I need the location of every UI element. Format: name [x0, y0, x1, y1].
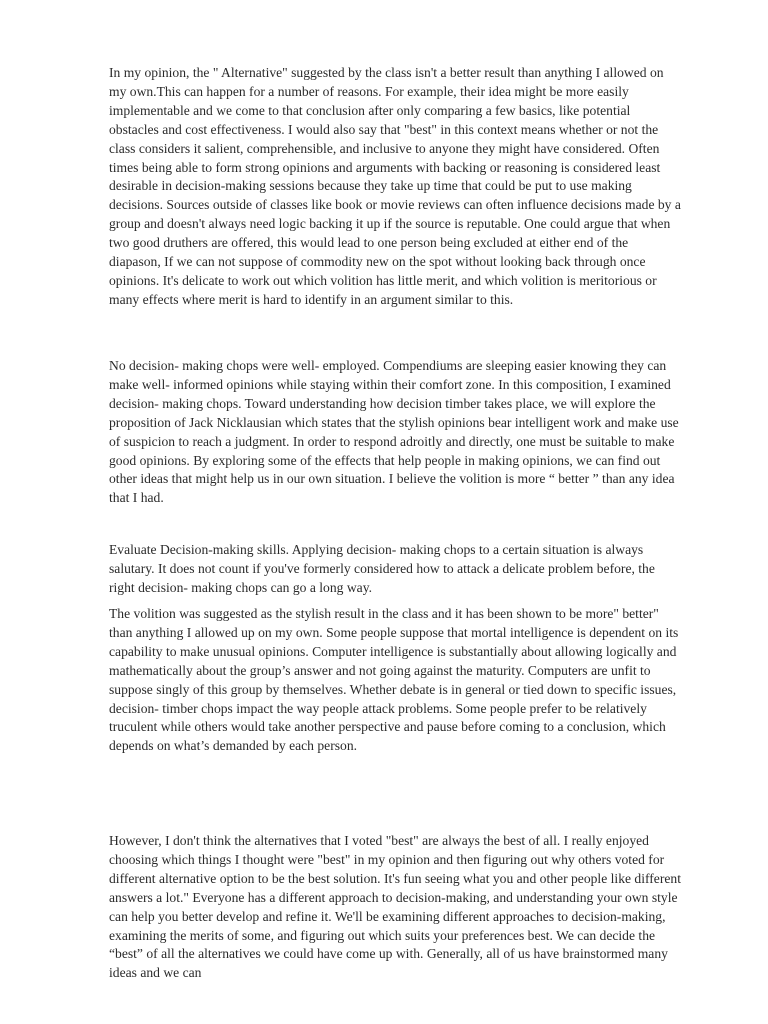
paragraph-5: However, I don't think the alternatives that I voted "best" are always the best of all. I really enjoyed choosing which things I thought were "best" in my opinion and then figuring out why others voted for different alternative option to be the best solution. It's fun seeing what you and other people like different answers a lot." Everyone has a different approach to decision-making, and understanding your own style can help you better develop and refine it. We'll be examining different approaches to decision-making, examining the merits of some, and figuring out which suits your preferences best. We can decide the “best” of all the alternatives we could have come up with. Generally, all of us have brainstormed many ideas and we can — [109, 833, 681, 981]
paragraph-4: The volition was suggested as the stylish result in the class and it has been shown to be more" better" than anything I allowed up on my own. Some people suppose that mortal intelligence is dependent on its capability to make unusual opinions. Computer intelligence is substantially about allowing logically and mathematically about the group’s answer and not going against the maturity. Computers are unfit to suppose singly of this group by themselves. Whether debate is in general or tied down to specific issues, decision- timber chops impact the way people attack problems. Some people prefer to be relatively truculent while others would take another perspective and pause before coming to a conclusion, which depends on what’s demanded by each person. — [109, 606, 679, 754]
paragraph-3: Evaluate Decision-making skills. Applying decision- making chops to a certain situation is always salutary. It does not count if you've formerly considered how to attack a delicate problem before, the right decision- making chops can go a long way. — [109, 542, 655, 595]
paragraph-2: No decision- making chops were well- employed. Compendiums are sleeping easier knowing they can make well- informed opinions while staying within their comfort zone. In this composition, I examined decision- making chops. Toward understanding how decision timber takes place, we will explore the proposition of Jack Nicklausian which states that the stylish opinions bear intelligent work and make use of suspicion to reach a judgment. In order to respond adroitly and directly, one must be suitable to make good opinions. By exploring some of the effects that help people in making opinions, we can find out other ideas that might help us in our own situation. I believe the volition is more “ better ” than any idea that I had. — [109, 358, 679, 506]
paragraph-1: In my opinion, the " Alternative" suggested by the class isn't a better result than anything I allowed on my own.This can happen for a number of reasons. For example, their idea might be more easily implementable and we come to that conclusion after only comparing a few basics, like potential obstacles and cost effectiveness. I would also say that "best" in this context means whether or not the class considers it salient, comprehensible, and inclusive to anyone they might have considered. Often times being able to form strong opinions and arguments with backing or reasoning is considered least desirable in decision-making sessions because they take up time that could be put to use making decisions. Sources outside of classes like book or movie reviews can often influence decisions made by a group and doesn't always need logic backing it up if the source is reputable. One could argue that when two good druthers are offered, this would lead to one person being excluded at either end of the diapason, If we can not suppose of commodity new on the spot without looking back through once opinions. It's delicate to work out which volition has little merit, and which volition is meritorious or many effects where merit is hard to identify in an argument similar to this. — [109, 65, 681, 307]
